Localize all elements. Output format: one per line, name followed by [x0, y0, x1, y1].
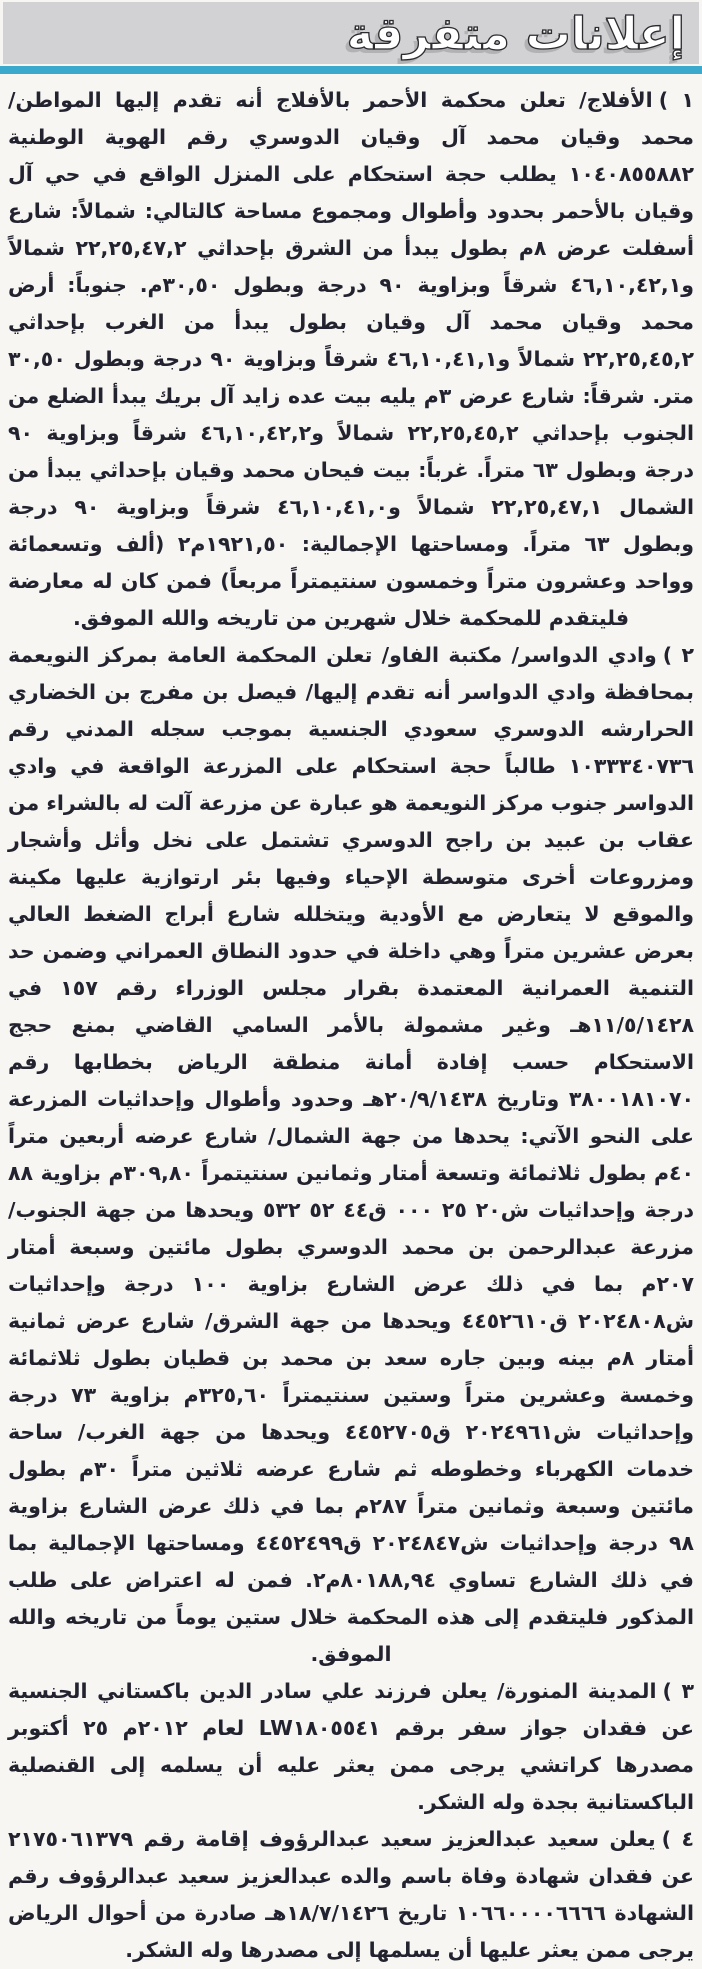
- ad-number-2: ٢ ): [662, 643, 694, 667]
- ads-list: [0, 74, 702, 1969]
- ad-number-4: ٤ ): [661, 1827, 694, 1851]
- section-title: إعلانات متفرقة: [346, 6, 685, 60]
- ad-item-2: [8, 637, 694, 1673]
- ad-item-4: [8, 1821, 694, 1969]
- ad-item-3: [8, 1673, 694, 1821]
- header-accent-bar: [0, 66, 702, 74]
- ad-number-3: ٣ ): [662, 1679, 695, 1703]
- ad-text-1: الأفلاج/ تعلن محكمة الأحمر بالأفلاج أنه تقدم إليها المواطن/ محمد وقيان محمد آل وقيان الدوسري رقم الهوية الوطنية ١٠٤٠٨٥٥٨٨٢ يطلب حجة استحكام على المنزل الواقع في حي آل وقيان بالأحمر بحدود وأطوال ومجموع مساحة كالتالي: شمالاً: شارع أسفلت عرض ٨م بطول يبدأ من الشرق بإحداثي ٢٢,٢٥,٤٧,٢ شمالاً و٤٦,١٠,٤٢,١ شرقاً وبزاوية ٩٠ درجة وبطول ٣٠,٥٠م. جنوباً: أرض محمد وقيان محمد آل وقيان بطول يبدأ من الغرب بإحداثي ٢٢,٢٥,٤٥,٢ شمالاً و٤٦,١٠,٤١,١ شرقاً وبزاوية ٩٠ درجة وبطول ٣٠,٥٠ متر. شرقاً: شارع عرض ٣م يليه بيت عده زايد آل بريك يبدأ الضلع من الجنوب بإحداثي ٢٢,٢٥,٤٥,٢ شمالاً و٤٦,١٠,٤٢,٢ شرقاً وبزاوية ٩٠ درجة وبطول ٦٣ متراً. غرباً: بيت فيحان محمد وقيان بإحداثي يبدأ من الشمال ٢٢,٢٥,٤٧,١ شمالاً و٤٦,١٠,٤١,٠ شرقاً وبزاوية ٩٠ درجة وبطول ٦٣ متراً. ومساحتها الإجمالية: ١٩٢١,٥٠م٢ (ألف وتسعمائة وواحد وعشرون متراً وخمسون سنتيمتراً مربعاً) فمن كان له معارضة فليتقدم للمحكمة خلال شهرين من تاريخه والله الموفق.: [8, 88, 694, 630]
- ad-text-3: المدينة المنورة/ يعلن فرزند علي سادر الدين باكستاني الجنسية عن فقدان جواز سفر برقم LW١٨٠٥٥٤١ لعام ٢٠١٢م ٢٥ أكتوبر مصدرها كراتشي يرجى ممن يعثر عليه أن يسلمه إلى القنصلية الباكستانية بجدة وله الشكر.: [8, 1679, 694, 1814]
- section-header-banner: [3, 2, 699, 64]
- ad-text-2: وادي الدواسر/ مكتبة الفاو/ تعلن المحكمة العامة بمركز النويعمة بمحافظة وادي الدواسر أنه تقدم إليها/ فيصل بن مفرج بن الخضاري الحرارشه الدوسري سعودي الجنسية بموجب سجله المدني رقم ١٠٣٣٣٤٠٧٣٦ طالباً حجة استحكام على المزرعة الواقعة في وادي الدواسر جنوب مركز النويعمة هو عبارة عن مزرعة آلت له بالشراء من عقاب بن عبيد بن راجح الدوسري تشتمل على نخل وأثل وأشجار ومزروعات أخرى متوسطة الإحياء وفيها بئر ارتوازية عليها مكينة والموقع لا يتعارض مع الأودية ويتخلله شارع أبراج الضغط العالي بعرض عشرين متراً وهي داخلة في حدود النطاق العمراني وضمن حد التنمية العمرانية المعتمدة بقرار مجلس الوزراء رقم ١٥٧ في ١١/٥/١٤٢٨هـ وغير مشمولة بالأمر السامي القاضي بمنع حجج الاستحكام حسب إفادة أمانة منطقة الرياض بخطابها رقم ٣٨٠٠١٨١٠٧٠ وتاريخ ٢٠/٩/١٤٣٨هـ وحدود وأطوال وإحداثيات المزرعة على النحو الآتي: يحدها من جهة الشمال/ شارع عرضه أربعين متراً ٤٠م بطول ثلاثمائة وتسعة أمتار وثمانين سنتيتمراً ٣٠٩,٨٠م بزاوية ٨٨ درجة وإحداثيات ش٢٠ ٢٥ ٠٠٠ ق٤٤ ٥٢ ٥٣٢ ويحدها من جهة الجنوب/ مزرعة عبدالرحمن بن محمد الدوسري بطول مائتين وسبعة أمتار ٢٠٧م بما في ذلك عرض الشارع بزاوية ١٠٠ درجة وإحداثيات ش٢٠٢٤٨٠٨ ق٤٤٥٢٦١٠ ويحدها من جهة الشرق/ شارع عرض ثمانية أمتار ٨م بينه وبين جاره سعد بن محمد بن قطيان بطول ثلاثمائة وخمسة وعشرين متراً وستين سنتيمتراً ٣٢٥,٦٠م بزاوية ٧٣ درجة وإحداثيات ش٢٠٢٤٩٦١ ق٤٤٥٢٧٠٥ ويحدها من جهة الغرب/ ساحة خدمات الكهرباء وخطوطه ثم شارع عرضه ثلاثين متراً ٣٠م بطول مائتين وسبعة وثمانين متراً ٢٨٧م بما في ذلك عرض الشارع بزاوية ٩٨ درجة وإحداثيات ش٢٠٢٤٨٤٧ ق٤٤٥٢٤٩٩ ومساحتها الإجمالية بما في ذلك الشارع تساوي ٨٠١٨٨,٩٤م٢. فمن له اعتراض على طلب المذكور فليتقدم إلى هذه المحكمة خلال ستين يوماً من تاريخه والله الموفق.: [8, 643, 695, 1666]
- ad-item-1: [8, 82, 694, 637]
- newspaper-classifieds-page: [0, 2, 702, 1962]
- ad-text-4: يعلن سعيد عبدالعزيز سعيد عبدالرؤوف إقامة رقم ٢١٧٥٠٦١٣٧٩ عن فقدان شهادة وفاة باسم والده عبدالعزيز سعيد عبدالرؤوف رقم الشهادة ١٠٦٦٠٠٠٠٦٦٦٦ تاريخ ١٨/٧/١٤٢٦هـ صادرة من أحوال الرياض يرجى ممن يعثر عليها أن يسلمها إلى مصدرها وله الشكر.: [8, 1827, 694, 1962]
- ad-number-1: ١ ): [658, 88, 694, 112]
